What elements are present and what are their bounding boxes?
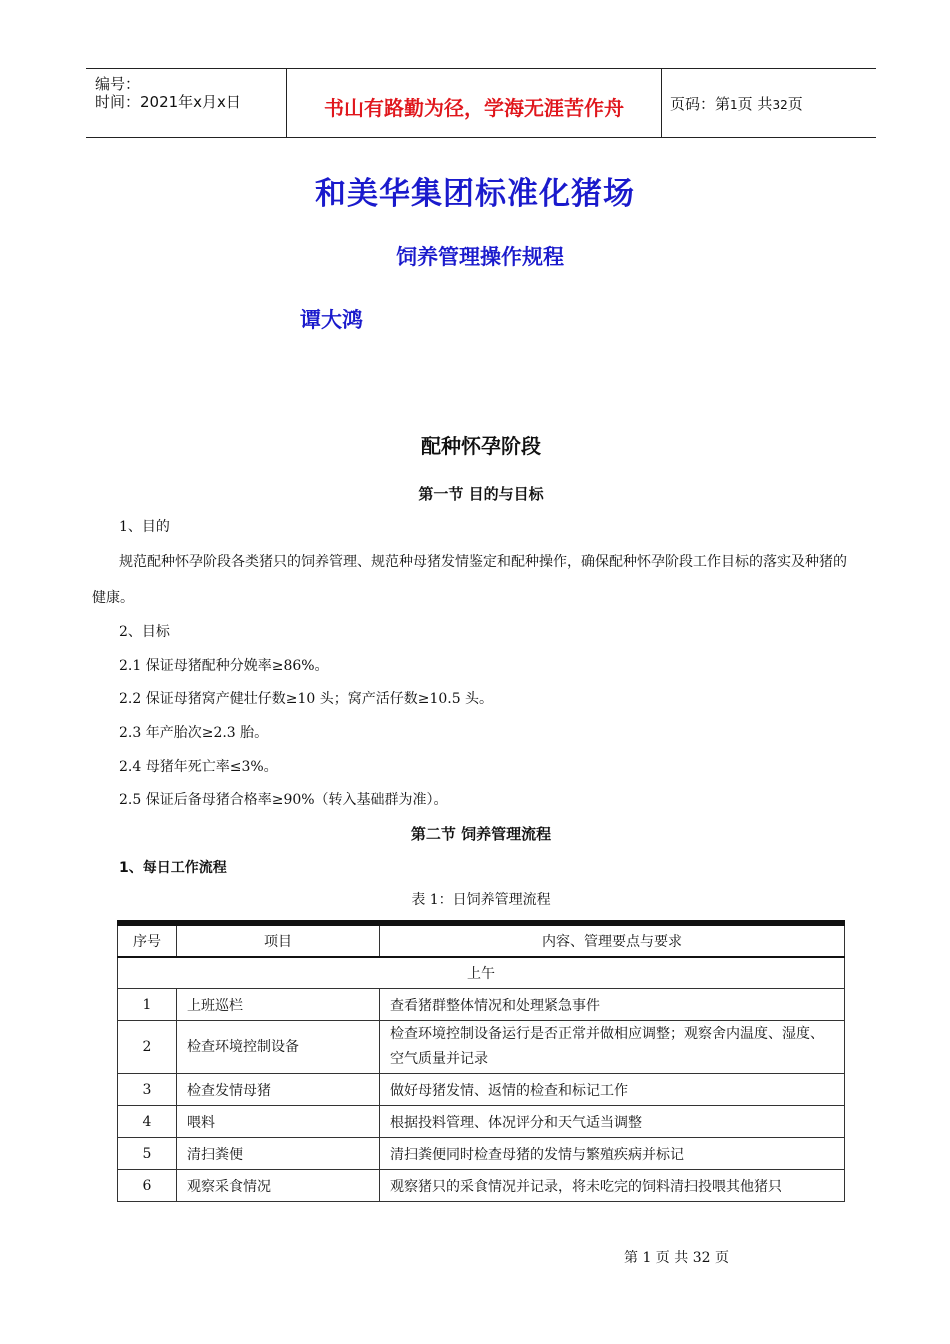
row-content: 清扫粪便同时检查母猪的发情与繁殖疾病并标记 [380, 1138, 845, 1170]
row-number: 4 [118, 1106, 177, 1138]
table-row [118, 1021, 845, 1074]
goal-item: 2.5 保证后备母猪合格率≥90%（转入基础群为准）。 [119, 792, 448, 808]
row-number: 2 [118, 1021, 177, 1074]
row-item: 检查环境控制设备 [177, 1021, 380, 1074]
row-item: 检查发情母猪 [177, 1074, 380, 1106]
table-row [118, 1138, 845, 1170]
row-item: 喂料 [177, 1106, 380, 1138]
motto: 书山有路勤为径，学海无涯苦作舟 [324, 96, 624, 120]
row-content: 检查环境控制设备运行是否正常并做相应调整；观察舍内温度、湿度、空气质量并记录 [380, 1021, 845, 1074]
row-content: 根据投料管理、体况评分和天气适当调整 [380, 1106, 845, 1138]
table-row [118, 1170, 845, 1202]
stage-title: 配种怀孕阶段 [421, 434, 541, 458]
col-header-content: 内容、管理要点与要求 [380, 923, 845, 957]
row-item: 观察采食情况 [177, 1170, 380, 1202]
row-number: 3 [118, 1074, 177, 1106]
page-indicator [670, 93, 803, 114]
goal-item: 2.2 保证母猪窝产健壮仔数≥10 头；窝产活仔数≥10.5 头。 [119, 691, 494, 707]
page-prefix: 页码：第 [670, 95, 731, 113]
header-meta [86, 69, 286, 137]
row-item: 上班巡栏 [177, 989, 380, 1021]
doc-subtitle: 饲养管理操作规程 [396, 245, 564, 269]
col-header-item: 项目 [177, 923, 380, 957]
table-caption: 表 1：日饲养管理流程 [411, 892, 551, 908]
row-number: 1 [118, 989, 177, 1021]
daily-workflow-heading: 1、每日工作流程 [119, 860, 227, 876]
page-total: 32 [772, 98, 788, 112]
goal-item: 2.1 保证母猪配种分娩率≥86%。 [119, 658, 329, 674]
row-number: 6 [118, 1170, 177, 1202]
table-section-row [118, 957, 845, 989]
para-goals-heading: 2、目标 [119, 624, 170, 640]
table-row [118, 989, 845, 1021]
row-item: 清扫粪便 [177, 1138, 380, 1170]
para-purpose-heading: 1、目的 [119, 519, 170, 535]
page-header [86, 68, 876, 138]
table-header-row [118, 923, 845, 957]
page-suffix: 页 [787, 95, 803, 113]
row-content: 做好母猪发情、返情的检查和标记工作 [380, 1074, 845, 1106]
para-purpose-text: 规范配种怀孕阶段各类猪只的饲养管理、规范种母猪发情鉴定和配种操作，确保配种怀孕阶段工作目标的落实及种猪的 [119, 554, 847, 570]
table-row [118, 1106, 845, 1138]
section-1-heading: 第一节 目的与目标 [418, 485, 544, 503]
code-label: 编号： [95, 75, 141, 93]
para-purpose-text-cont: 健康。 [92, 590, 134, 606]
table-row [118, 1074, 845, 1106]
doc-author: 谭大鸿 [300, 308, 363, 332]
row-content: 观察猪只的采食情况并记录，将未吃完的饲料清扫投喂其他猪只 [380, 1170, 845, 1202]
doc-title: 和美华集团标准化猪场 [315, 176, 635, 212]
goal-item: 2.3 年产胎次≥2.3 胎。 [119, 725, 269, 741]
header-page-cell [661, 69, 876, 137]
daily-management-table [117, 920, 845, 1202]
page-number: 1 [730, 98, 738, 112]
col-header-number: 序号 [118, 923, 177, 957]
time-label: 时间：2021年x月x日 [95, 93, 241, 111]
section-morning: 上午 [118, 957, 845, 989]
goal-item: 2.4 母猪年死亡率≤3%。 [119, 759, 278, 775]
page-footer: 第 1 页 共 32 页 [624, 1250, 729, 1266]
section-2-heading: 第二节 饲养管理流程 [410, 825, 552, 843]
page-mid: 页 共 [737, 95, 773, 113]
row-number: 5 [118, 1138, 177, 1170]
header-motto-cell [286, 69, 662, 137]
row-content: 查看猪群整体情况和处理紧急事件 [380, 989, 845, 1021]
